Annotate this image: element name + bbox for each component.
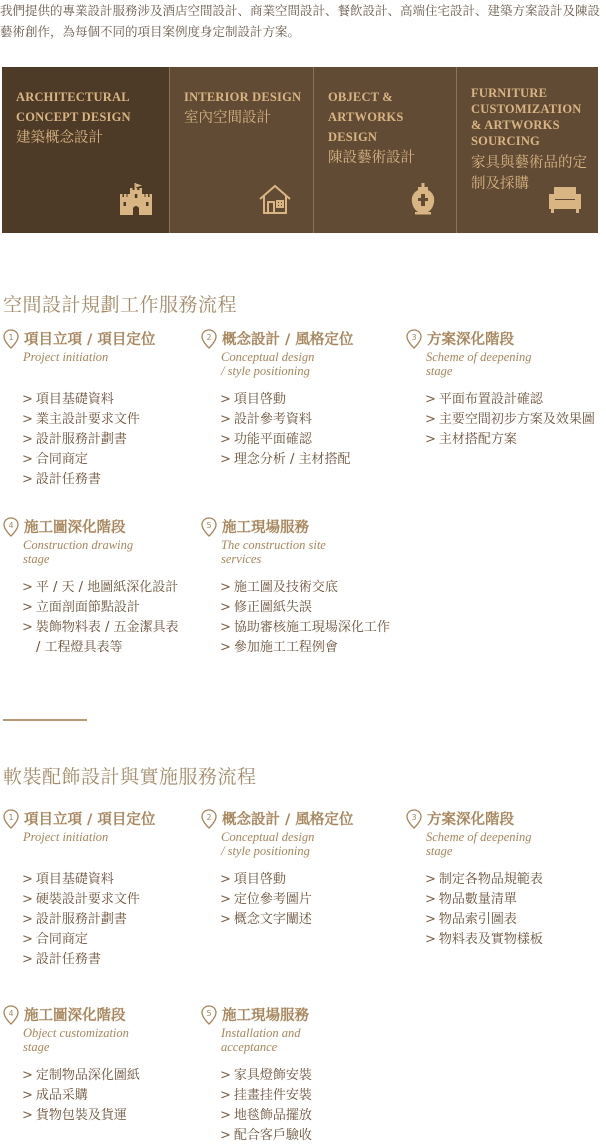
list-item: > 家具燈飾安裝 bbox=[220, 1068, 312, 1083]
step-subtitle: Project initiation bbox=[23, 350, 109, 364]
list-item: > 概念文字闡述 bbox=[220, 912, 312, 927]
chevron-right-icon: > bbox=[22, 932, 33, 947]
step-heading: 方案深化階段 bbox=[427, 812, 514, 828]
map-pin-icon bbox=[406, 329, 422, 349]
chevron-right-icon: > bbox=[220, 1128, 231, 1143]
list-item: > 設計服務計劃書 bbox=[22, 432, 127, 447]
chevron-right-icon: > bbox=[220, 872, 231, 887]
list-item: > 平 / 天 / 地圖紙深化設計 bbox=[22, 580, 179, 595]
card-object[interactable] bbox=[313, 67, 456, 233]
chevron-right-icon: > bbox=[220, 1108, 231, 1123]
step-subtitle: Construction drawing stage bbox=[23, 538, 134, 566]
chevron-right-icon: > bbox=[22, 472, 33, 487]
step-subtitle: Conceptual design / style positioning bbox=[221, 830, 315, 858]
chevron-right-icon: > bbox=[425, 932, 436, 947]
card-title: INTERIOR DESIGN 室內空間設計 bbox=[184, 90, 302, 126]
chevron-right-icon: > bbox=[22, 600, 33, 615]
step-heading: 施工現場服務 bbox=[222, 1008, 309, 1024]
map-pin-icon bbox=[201, 329, 217, 349]
chevron-right-icon: > bbox=[22, 452, 33, 467]
map-pin-icon bbox=[201, 809, 217, 829]
svg-text:4: 4 bbox=[8, 521, 14, 530]
list-item: > 定制物品深化圖紙 bbox=[22, 1068, 140, 1083]
chevron-right-icon: > bbox=[22, 620, 33, 635]
section-divider bbox=[3, 719, 87, 721]
chevron-right-icon: > bbox=[22, 1108, 33, 1123]
step-item-list bbox=[22, 390, 140, 490]
list-item: > 協助審核施工現場深化工作 bbox=[220, 620, 390, 635]
step-heading: 項目立項 / 項目定位 bbox=[24, 812, 156, 828]
list-item: > 業主設計要求文件 bbox=[22, 412, 140, 427]
list-item: > 平面布置設計確認 bbox=[425, 392, 543, 407]
list-item: / 工程燈具表等 bbox=[36, 640, 123, 655]
chevron-right-icon: > bbox=[22, 412, 33, 427]
step-subtitle: Object customization stage bbox=[23, 1026, 129, 1054]
list-item: > 立面剖面節點設計 bbox=[22, 600, 140, 615]
chevron-right-icon: > bbox=[22, 1088, 33, 1103]
list-item: > 硬裝設計要求文件 bbox=[22, 892, 140, 907]
card-title: OBJECT & ARTWORKS DESIGN 陳設藝術設計 bbox=[328, 90, 415, 166]
list-item: > 定位參考圖片 bbox=[220, 892, 312, 907]
step-subtitle: Conceptual design / style positioning bbox=[221, 350, 315, 378]
chevron-right-icon: > bbox=[425, 412, 436, 427]
list-item: > 合同商定 bbox=[22, 932, 88, 947]
list-item: > 物品數量清單 bbox=[425, 892, 517, 907]
chevron-right-icon: > bbox=[220, 432, 231, 447]
section-title-space-planning: 空間設計規劃工作服務流程 bbox=[3, 294, 238, 316]
step-item-list bbox=[22, 578, 179, 658]
list-item: > 地毯飾品擺放 bbox=[220, 1108, 312, 1123]
chevron-right-icon: > bbox=[22, 1068, 33, 1083]
chevron-right-icon: > bbox=[22, 912, 33, 927]
chevron-right-icon: > bbox=[22, 952, 33, 967]
chevron-right-icon: > bbox=[220, 620, 231, 635]
list-item: > 施工圖及技術交底 bbox=[220, 580, 338, 595]
sofa-icon bbox=[548, 183, 582, 215]
list-item: > 功能平面確認 bbox=[220, 432, 312, 447]
step-heading: 概念設計 / 風格定位 bbox=[222, 812, 354, 828]
list-item: > 物料表及實物樣板 bbox=[425, 932, 543, 947]
step-heading: 施工圖深化階段 bbox=[24, 520, 126, 536]
chevron-right-icon: > bbox=[22, 580, 33, 595]
step-item-list bbox=[220, 1066, 312, 1146]
map-pin-icon bbox=[3, 809, 19, 829]
step-heading: 方案深化階段 bbox=[427, 332, 514, 348]
card-furniture[interactable] bbox=[456, 67, 598, 233]
map-pin-icon bbox=[3, 517, 19, 537]
chevron-right-icon: > bbox=[425, 892, 436, 907]
step-item-list bbox=[425, 870, 543, 950]
chevron-right-icon: > bbox=[220, 412, 231, 427]
svg-text:2: 2 bbox=[206, 333, 212, 342]
card-architectural[interactable] bbox=[2, 67, 169, 233]
map-pin-icon bbox=[3, 1005, 19, 1025]
svg-text:5: 5 bbox=[206, 1009, 212, 1018]
house-icon bbox=[258, 183, 292, 215]
svg-text:3: 3 bbox=[411, 333, 417, 342]
vase-icon bbox=[406, 183, 440, 215]
list-item: > 合同商定 bbox=[22, 452, 88, 467]
section-title-soft-furnishing: 軟裝配飾設計與實施服務流程 bbox=[3, 766, 257, 788]
chevron-right-icon: > bbox=[220, 1088, 231, 1103]
list-item: > 項目啓動 bbox=[220, 872, 286, 887]
step-item-list bbox=[22, 870, 140, 970]
map-pin-icon bbox=[201, 1005, 217, 1025]
list-item: > 成品采購 bbox=[22, 1088, 88, 1103]
chevron-right-icon: > bbox=[220, 1068, 231, 1083]
chevron-right-icon: > bbox=[22, 892, 33, 907]
map-pin-icon bbox=[406, 809, 422, 829]
svg-text:1: 1 bbox=[8, 813, 14, 822]
service-cards bbox=[2, 67, 598, 233]
svg-text:5: 5 bbox=[206, 521, 212, 530]
chevron-right-icon: > bbox=[220, 912, 231, 927]
list-item: > 主材搭配方案 bbox=[425, 432, 517, 447]
step-item-list bbox=[220, 390, 351, 470]
list-item: > 項目基礎資料 bbox=[22, 872, 114, 887]
step-heading: 施工現場服務 bbox=[222, 520, 309, 536]
step-subtitle: Scheme of deepening stage bbox=[426, 350, 532, 378]
step-heading: 項目立項 / 項目定位 bbox=[24, 332, 156, 348]
list-item: > 設計任務書 bbox=[22, 952, 101, 967]
list-item: > 裝飾物料表 / 五金潔具表 bbox=[22, 620, 179, 635]
list-item: > 設計服務計劃書 bbox=[22, 912, 127, 927]
step-item-list bbox=[22, 1066, 140, 1126]
card-title: ARCHITECTURAL CONCEPT DESIGN 建築概念設計 bbox=[16, 90, 131, 146]
chevron-right-icon: > bbox=[220, 580, 231, 595]
chevron-right-icon: > bbox=[220, 600, 231, 615]
chevron-right-icon: > bbox=[220, 640, 231, 655]
step-item-list bbox=[220, 578, 390, 658]
map-pin-icon bbox=[3, 329, 19, 349]
chevron-right-icon: > bbox=[220, 452, 231, 467]
list-item: > 挂畫挂件安裝 bbox=[220, 1088, 312, 1103]
card-title: FURNITURE CUSTOMIZATION & ARTWORKS SOURCING 家具與藝術品的定制及採購 bbox=[471, 86, 587, 192]
chevron-right-icon: > bbox=[425, 912, 436, 927]
svg-text:4: 4 bbox=[8, 1009, 14, 1018]
intro-text: 我們提供的專業設計服務涉及酒店空間設計、商業空間設計、餐飲設計、高端住宅設計、建築方案設計及陳設藝術創作，為每個不同的項目案例度身定制設計方案。 bbox=[0, 3, 601, 39]
chevron-right-icon: > bbox=[22, 432, 33, 447]
list-item: > 制定各物品規範表 bbox=[425, 872, 543, 887]
step-subtitle: The construction site services bbox=[221, 538, 326, 566]
chevron-right-icon: > bbox=[22, 872, 33, 887]
step-item-list bbox=[220, 870, 312, 930]
list-item: > 項目基礎資料 bbox=[22, 392, 114, 407]
list-item: > 配合客戶驗收 bbox=[220, 1128, 312, 1143]
list-item: > 項目啓動 bbox=[220, 392, 286, 407]
step-item-list bbox=[425, 390, 595, 450]
step-heading: 施工圖深化階段 bbox=[24, 1008, 126, 1024]
step-subtitle: Project initiation bbox=[23, 830, 109, 844]
list-item: > 修正圖紙失誤 bbox=[220, 600, 312, 615]
chevron-right-icon: > bbox=[425, 872, 436, 887]
card-interior[interactable] bbox=[169, 67, 313, 233]
list-item: > 物品索引圖表 bbox=[425, 912, 517, 927]
chevron-right-icon: > bbox=[425, 432, 436, 447]
map-pin-icon bbox=[201, 517, 217, 537]
step-subtitle: Installation and acceptance bbox=[221, 1026, 301, 1054]
list-item: > 設計任務書 bbox=[22, 472, 101, 487]
list-item: > 理念分析 / 主材搭配 bbox=[220, 452, 351, 467]
castle-icon bbox=[119, 183, 153, 215]
list-item: > 設計參考資料 bbox=[220, 412, 312, 427]
chevron-right-icon: > bbox=[220, 392, 231, 407]
chevron-right-icon: > bbox=[220, 892, 231, 907]
list-item: > 主要空間初步方案及效果圖 bbox=[425, 412, 595, 427]
svg-text:2: 2 bbox=[206, 813, 212, 822]
step-subtitle: Scheme of deepening stage bbox=[426, 830, 532, 858]
svg-text:3: 3 bbox=[411, 813, 417, 822]
chevron-right-icon: > bbox=[22, 392, 33, 407]
chevron-right-icon: > bbox=[425, 392, 436, 407]
step-heading: 概念設計 / 風格定位 bbox=[222, 332, 354, 348]
list-item: > 參加施工工程例會 bbox=[220, 640, 338, 655]
svg-text:1: 1 bbox=[8, 333, 14, 342]
list-item: > 貨物包裝及貨運 bbox=[22, 1108, 127, 1123]
